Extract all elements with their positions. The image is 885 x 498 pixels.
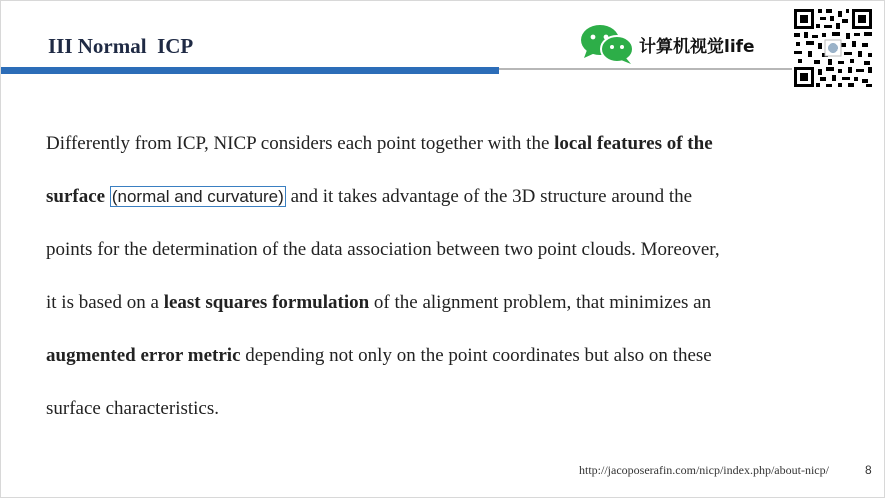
- wechat-icon: [579, 23, 637, 65]
- paragraph-line: [46, 276, 846, 329]
- text-run: it is based on a: [46, 292, 164, 313]
- source-url[interactable]: http://jacoposerafin.com/nicp/index.php/about-nicp/: [579, 463, 829, 477]
- paragraph-line: [46, 329, 846, 382]
- title-underline-bar: [1, 67, 499, 74]
- bold-text-run: surface: [46, 186, 106, 207]
- text-run: depending not only on the point coordinates but also on these: [240, 345, 712, 366]
- paragraph-line: surface characteristics.: [46, 398, 220, 419]
- bold-text-run: least squares formulation: [163, 292, 370, 313]
- highlight-box: (normal and curvature): [111, 187, 284, 206]
- bold-text-run: local features of the: [554, 133, 713, 154]
- page-number: 8: [865, 463, 872, 477]
- brand-name: 计算机视觉life: [639, 36, 755, 57]
- paragraph-line: points for the determination of the data association between two point clouds. Moreover,: [46, 239, 720, 260]
- paragraph-line: [46, 117, 846, 170]
- slide-title: III Normal ICP: [48, 34, 194, 58]
- brand-badge: [579, 23, 755, 65]
- paragraph-line: [46, 170, 846, 223]
- text-run: Differently from ICP, NICP considers each point together with the: [46, 133, 555, 154]
- bold-text-run: augmented error metric: [46, 345, 241, 366]
- text-run: and it takes advantage of the 3D structure around the: [285, 186, 693, 207]
- text-run: of the alignment problem, that minimizes an: [369, 292, 712, 313]
- title-divider-line: [499, 68, 804, 70]
- qr-code: [792, 7, 874, 89]
- body-paragraph: [46, 117, 846, 435]
